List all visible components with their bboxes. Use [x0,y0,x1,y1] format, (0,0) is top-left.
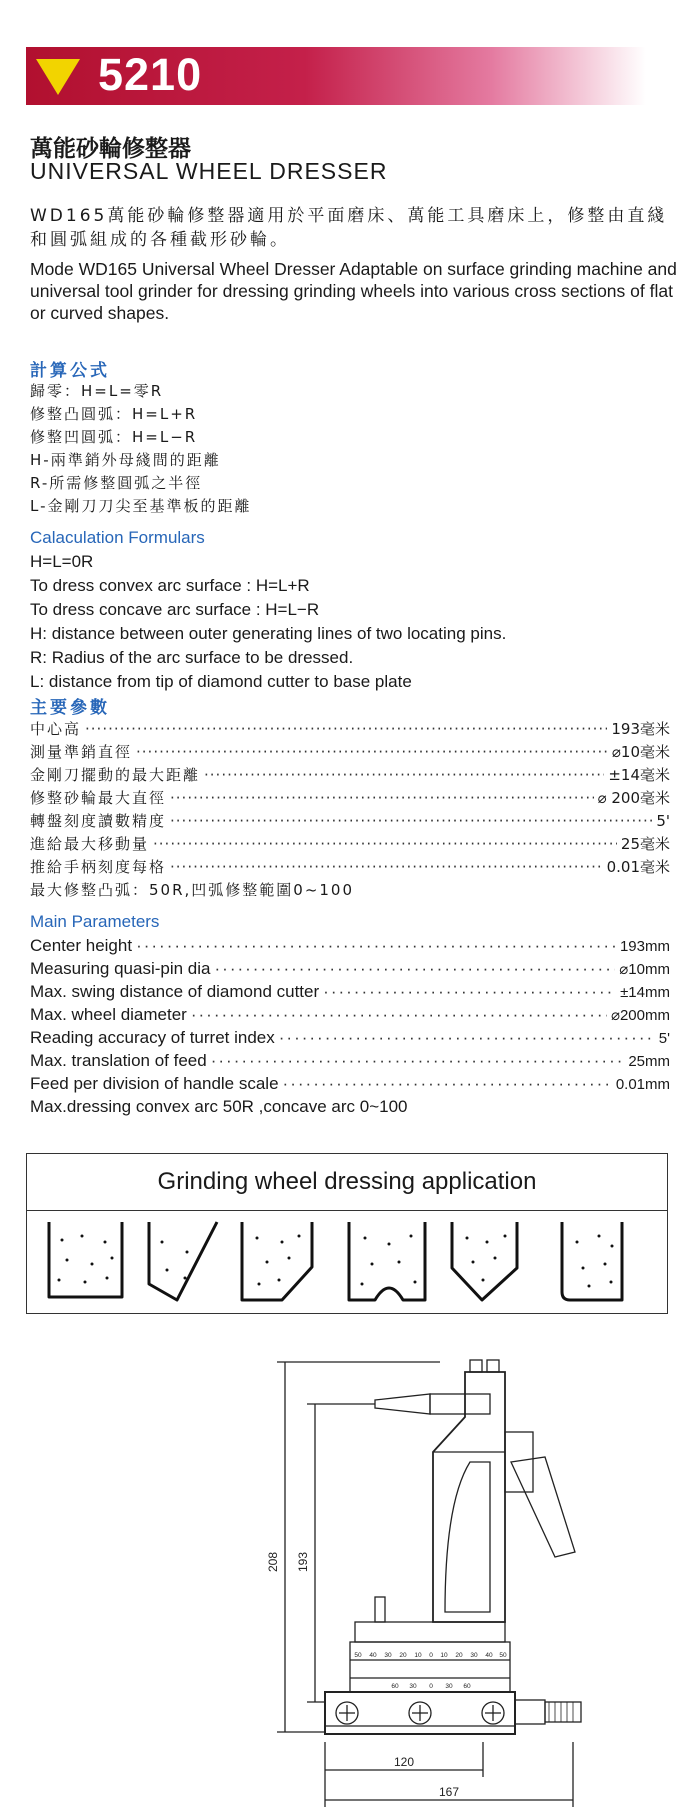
scale-tick-label: 40 [369,1652,377,1659]
title-english: UNIVERSAL WHEEL DRESSER [30,158,388,184]
scale-tick-label: 50 [354,1652,362,1659]
formulas-title-en: Calaculation Formulars [30,528,205,547]
scale-tick-label: 30 [409,1683,417,1690]
scale-tick-label: 0 [429,1683,433,1690]
rounded-profile-icon [562,1222,622,1300]
param-value: 25毫米 [620,835,670,853]
param-label: 金剛刀擺動的最大距離 [30,766,201,784]
param-value: ⌀ 200毫米 [597,789,670,807]
param-row [30,833,670,856]
flat-profile-icon [49,1222,122,1297]
param-label: 測量準銷直徑 [30,743,133,761]
triangle-marker-icon [36,59,80,95]
scale-tick-label: 40 [485,1652,493,1659]
param-label: Max. swing distance of diamond cutter [30,982,320,1001]
param-row [30,936,670,959]
intro-english: Mode WD165 Universal Wheel Dresser Adaptable on surface grinding machine and universal tool grinder for dressing grinding wheels into various cross sections of flat or curved shapes. [30,259,677,323]
scale-tick-label: 0 [429,1652,433,1659]
intro-chinese: WD165萬能砂輪修整器適用於平面磨床、萬能工具磨床上，修整由直綫和圓弧組成的各種截形砂輪。 [30,206,668,250]
param-value: ±14mm [620,984,670,1001]
param-value: 25mm [628,1053,670,1070]
param-value: 5' [658,1030,670,1047]
params-title-cn: 主要參數 [30,698,110,718]
param-row [30,764,670,787]
param-value: ±14毫米 [608,766,670,784]
grain-dots [58,1235,614,1288]
param-value: ⌀10毫米 [611,743,670,761]
list-item: R: Radius of the arc surface to be dressed. [30,648,354,667]
param-label: 轉盤刻度讀數精度 [30,812,167,830]
dim-overall-height: 208 [266,1551,280,1573]
param-row [30,741,670,764]
v-profile-icon [452,1222,517,1300]
list-item: To dress convex arc surface : H=L+R [30,576,310,595]
list-item: H: distance between outer generating lines of two locating pins. [30,624,507,643]
application-title: Grinding wheel dressing application [27,1154,667,1211]
formulas-list-cn [30,380,252,518]
param-value: 193毫米 [611,720,670,738]
param-row [30,1005,670,1028]
param-value: 193mm [619,938,670,955]
params-title-en: Main Parameters [30,912,160,931]
header-band [26,47,646,105]
angled-profile-icon [149,1222,217,1300]
param-row [30,1051,670,1074]
list-item: L: distance from tip of diamond cutter to base plate [30,672,412,691]
param-label: Feed per division of handle scale [30,1074,279,1093]
param-value: ⌀200mm [610,1007,670,1024]
param-row [30,787,670,810]
scale-tick-label: 60 [463,1683,471,1690]
scale-tick-label: 10 [440,1652,448,1659]
param-row [30,856,670,879]
scale-tick-label: 20 [455,1652,463,1659]
param-row [30,982,670,1005]
scale-tick-label: 50 [499,1652,507,1659]
param-row [30,1074,670,1097]
param-label: 修整砂輪最大直徑 [30,789,167,807]
dim-center-height: 193 [296,1551,310,1573]
list-item: L-金剛刀刀尖至基準板的距離 [30,497,252,515]
formulas-list-en [30,550,506,694]
param-label: Max. translation of feed [30,1051,207,1070]
wheel-profiles-illustration [27,1212,667,1312]
params-list-en [30,936,670,1120]
list-item: To dress concave arc surface : H=L−R [30,600,320,619]
convex-groove-profile-icon [349,1222,425,1300]
param-row [30,959,670,982]
param-footer: Max.dressing convex arc 50R ,concave arc 0~100 [30,1097,408,1116]
title-chinese: 萬能砂輪修整器 [30,136,191,162]
list-item: R-所需修整圓弧之半徑 [30,474,203,492]
param-row [30,810,670,833]
scale-tick-label: 60 [391,1683,399,1690]
params-list-cn [30,718,670,902]
param-value: 0.01mm [615,1076,670,1093]
scale-tick-label: 30 [384,1652,392,1659]
param-label: Reading accuracy of turret index [30,1028,275,1047]
application-box [26,1153,668,1314]
param-row [30,718,670,741]
param-value: 0.01毫米 [606,858,670,876]
model-number: 5210 [98,49,203,100]
param-value: ⌀10mm [619,961,670,978]
param-label: Measuring quasi-pin dia [30,959,211,978]
param-label: 進給最大移動量 [30,835,150,853]
list-item: 修整凹圓弧：H=L−R [30,428,198,446]
param-value: 5' [656,812,670,830]
list-item: H-兩準銷外母綫間的距離 [30,451,221,469]
param-row [30,1028,670,1051]
list-item: H=L=0R [30,552,94,571]
chamfer-profile-icon [242,1222,312,1300]
dim-total-width: 167 [438,1785,460,1799]
formulas-title-cn: 計算公式 [30,361,110,381]
scale-tick-label: 10 [414,1652,422,1659]
param-label: 推給手柄刻度每格 [30,858,167,876]
dim-base-width: 120 [393,1755,415,1769]
param-footer: 最大修整凸弧：50R,凹弧修整範圍0~100 [30,881,355,899]
scale-tick-label: 30 [470,1652,478,1659]
param-label: 中心高 [30,720,82,738]
list-item: 修整凸圓弧：H=L+R [30,405,198,423]
list-item: 歸零：H=L=零R [30,382,164,400]
dresser-technical-drawing [255,1342,655,1812]
param-label: Max. wheel diameter [30,1005,187,1024]
param-label: Center height [30,936,133,955]
scale-tick-label: 30 [445,1683,453,1690]
scale-tick-label: 20 [399,1652,407,1659]
